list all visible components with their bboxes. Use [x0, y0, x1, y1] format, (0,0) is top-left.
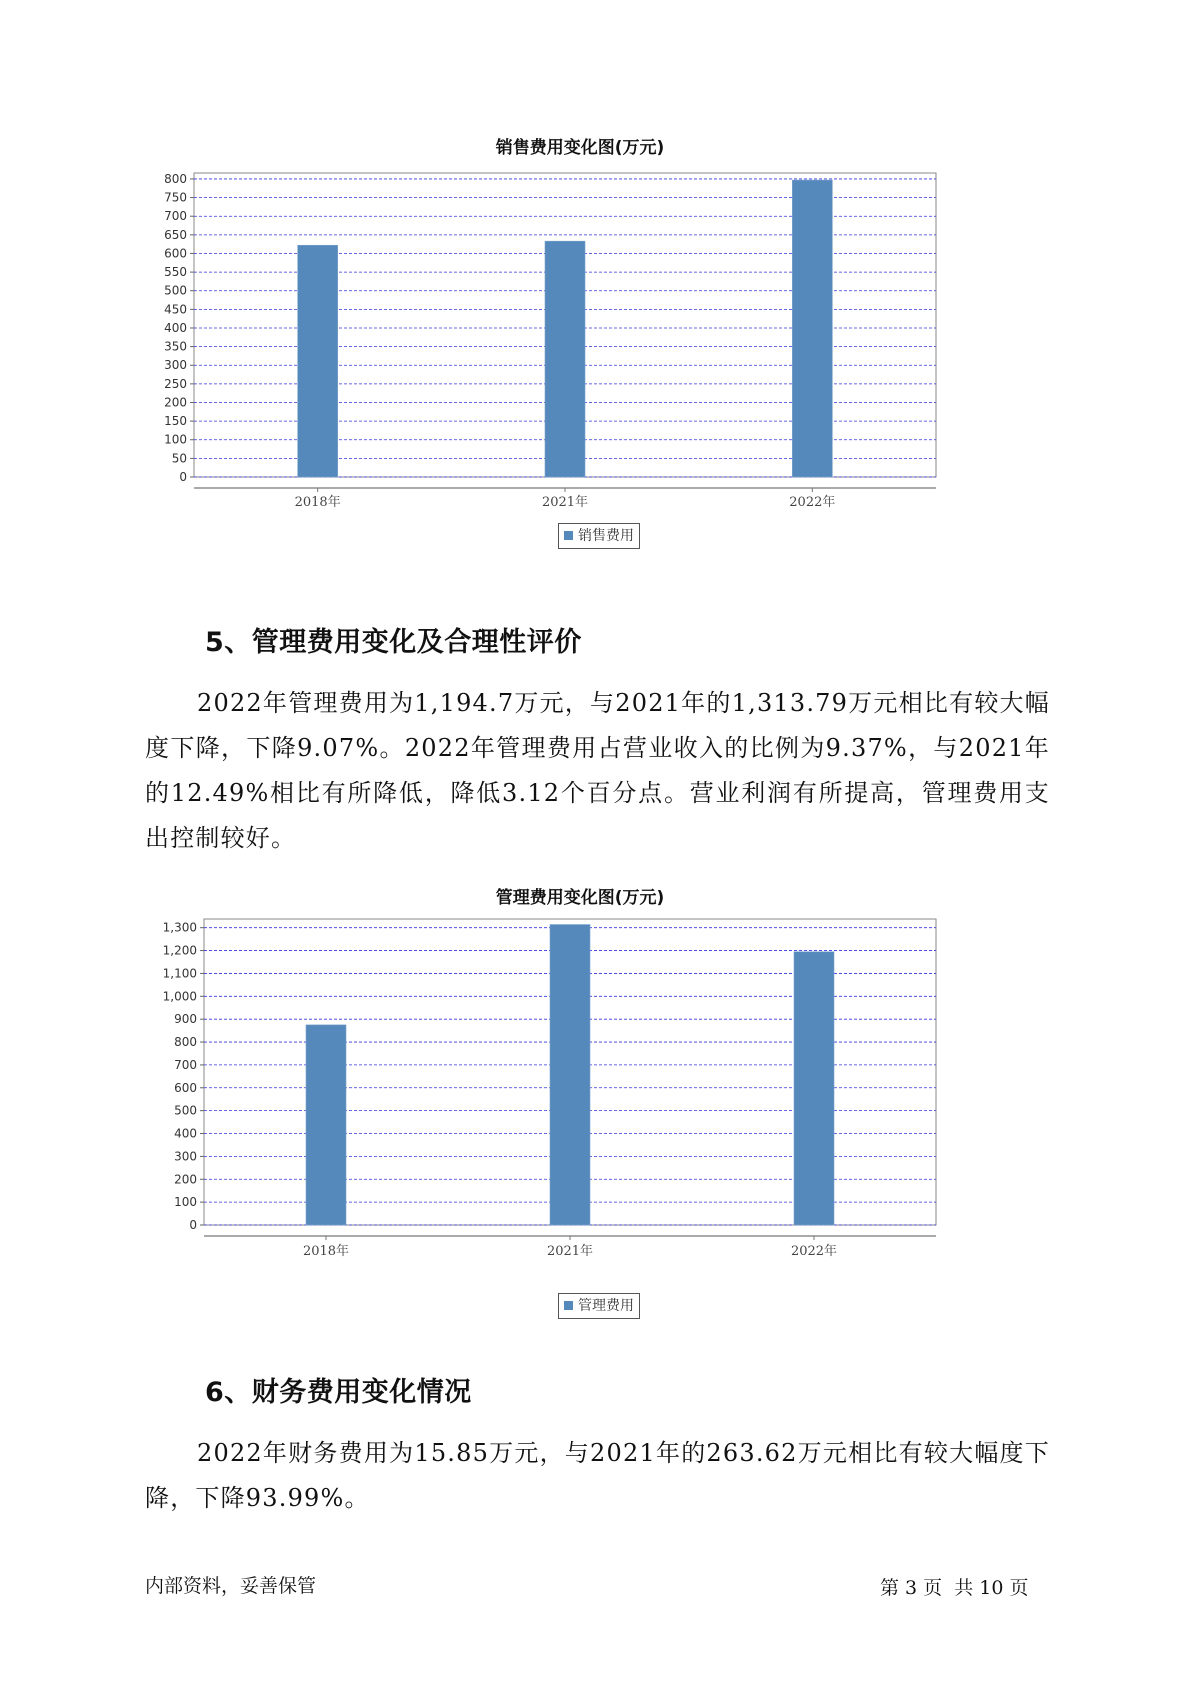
y-tick-label: 800	[174, 1035, 197, 1050]
chart-plot	[150, 875, 1010, 1285]
y-tick-label: 1,200	[162, 943, 197, 958]
section-5-text: 2022年管理费用为1,194.7万元，与2021年的1,313.79万元相比有较大幅度下降，下降9.07%。2022年管理费用占营业收入的比例为9.37%，与2021年的12.49%相比有所降低，降低3.12个百分点。营业利润有所提高，管理费用支出控制较好。	[145, 689, 1050, 852]
y-tick-label: 900	[174, 1012, 197, 1027]
sales-expense-chart	[150, 125, 1010, 555]
chart-plot	[150, 125, 1010, 525]
y-tick-label: 500	[164, 283, 187, 298]
y-tick-label: 100	[164, 432, 187, 447]
footer-confidential-note: 内部资料，妥善保管	[145, 1575, 317, 1597]
y-tick-label: 450	[164, 302, 187, 317]
y-tick-label: 100	[174, 1195, 197, 1210]
y-tick-label: 0	[179, 470, 187, 484]
y-tick-label: 550	[164, 265, 187, 280]
y-tick-label: 50	[171, 451, 187, 466]
y-tick-label: 700	[174, 1057, 197, 1072]
y-tick-label: 300	[164, 358, 187, 373]
chart-title: 管理费用变化图(万元)	[495, 888, 665, 908]
bar	[792, 180, 832, 477]
y-tick-label: 700	[164, 209, 187, 224]
bar	[550, 925, 590, 1225]
y-tick-label: 500	[174, 1103, 197, 1118]
y-tick-label: 250	[164, 376, 187, 391]
legend-swatch	[564, 1301, 573, 1310]
x-tick-label: 2021年	[541, 495, 589, 510]
y-tick-label: 150	[164, 414, 187, 429]
admin-expense-chart	[150, 875, 1010, 1315]
section-5-paragraph	[145, 681, 1050, 861]
y-tick-label: 1,000	[162, 989, 197, 1004]
y-tick-label: 300	[174, 1149, 197, 1164]
y-tick-label: 750	[164, 190, 187, 205]
y-tick-label: 800	[164, 171, 187, 186]
bar	[794, 952, 834, 1225]
bar	[306, 1025, 346, 1225]
y-tick-label: 0	[189, 1218, 197, 1232]
section-5-heading: 5、管理费用变化及合理性评价	[205, 627, 582, 658]
legend-label: 管理费用	[578, 1298, 634, 1314]
y-tick-label: 650	[164, 227, 187, 242]
section-6-text: 2022年财务费用为15.85万元，与2021年的263.62万元相比有较大幅度下降，下降93.99%。	[145, 1439, 1050, 1512]
x-tick-label: 2021年	[546, 1244, 594, 1259]
chart-title: 销售费用变化图(万元)	[495, 138, 665, 158]
x-tick-label: 2018年	[294, 495, 341, 510]
chart-legend	[558, 523, 640, 549]
y-tick-label: 1,300	[162, 920, 197, 935]
legend-swatch	[564, 531, 573, 540]
x-tick-label: 2018年	[302, 1244, 350, 1259]
y-tick-label: 600	[164, 246, 187, 261]
x-tick-label: 2022年	[790, 1244, 838, 1259]
footer-page-number: 第 3 页 共 10 页	[880, 1577, 1029, 1599]
y-tick-label: 400	[164, 320, 187, 335]
y-tick-label: 600	[174, 1080, 197, 1095]
bar	[298, 245, 338, 477]
chart-legend	[558, 1293, 640, 1319]
y-tick-label: 350	[164, 339, 187, 354]
legend-label: 销售费用	[578, 528, 634, 544]
section-6-paragraph	[145, 1431, 1050, 1521]
bar	[545, 241, 585, 477]
x-tick-label: 2022年	[789, 495, 836, 510]
y-tick-label: 200	[174, 1172, 197, 1187]
y-tick-label: 200	[164, 395, 187, 410]
y-tick-label: 400	[174, 1126, 197, 1141]
section-6-heading: 6、财务费用变化情况	[205, 1377, 472, 1408]
y-tick-label: 1,100	[162, 966, 197, 981]
